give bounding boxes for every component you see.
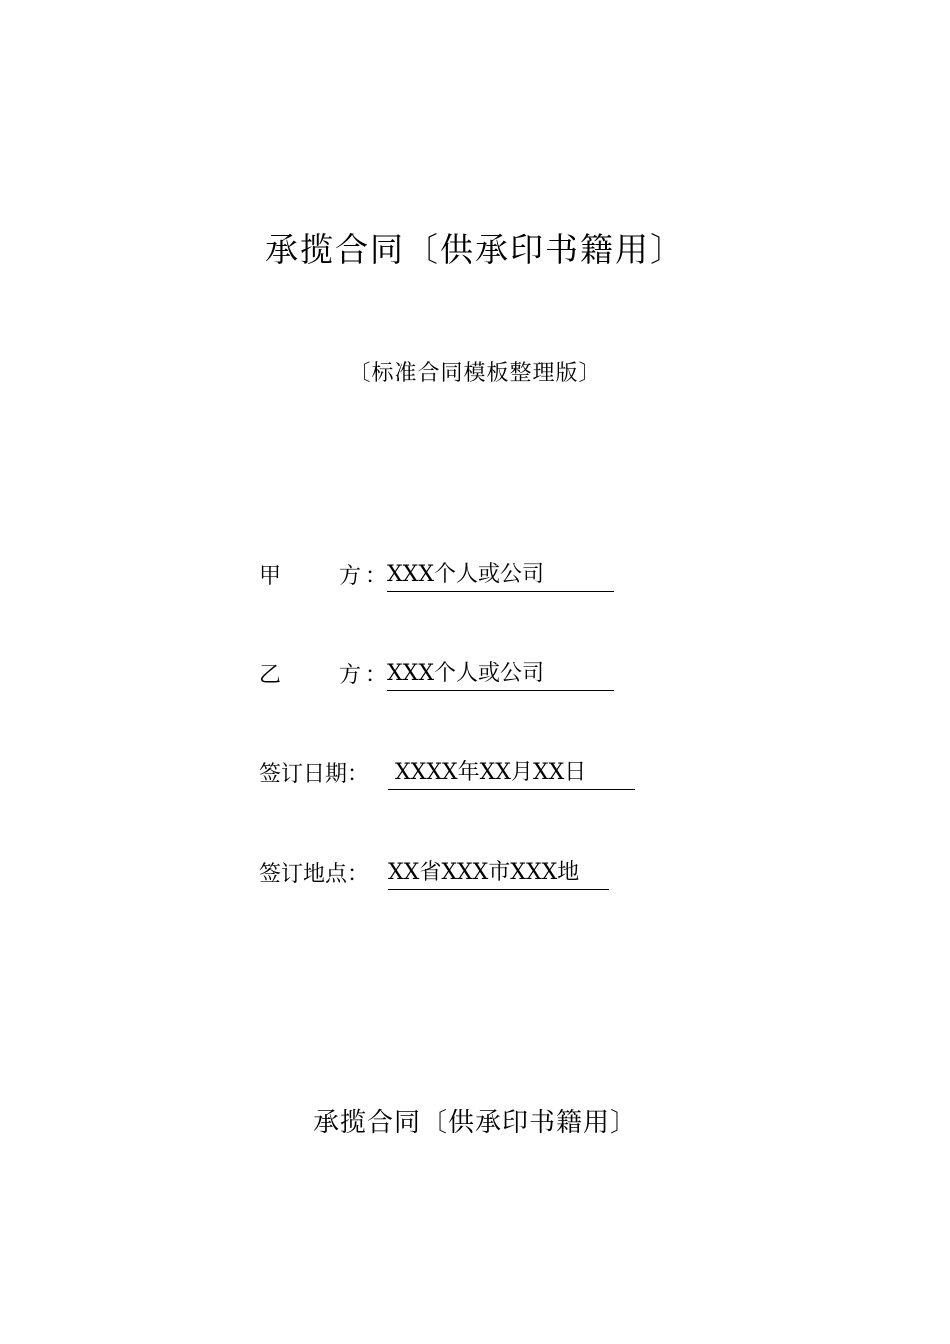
party-b-value: XXX个人或公司 xyxy=(387,659,614,691)
party-a-label-char2: 方 xyxy=(339,564,362,589)
party-a-label-char1: 甲 xyxy=(259,564,282,589)
sign-date-label: 签订日期： xyxy=(259,762,370,787)
party-a-label-colon: ： xyxy=(365,564,388,589)
sign-date-value: XXXX年XX月XX日 xyxy=(388,758,635,790)
party-b-label-char1: 乙 xyxy=(259,663,282,688)
party-b-label-char2: 方 xyxy=(339,663,362,688)
cover-title: 承揽合同〔供承印书籍用〕 xyxy=(265,230,685,269)
party-b-field xyxy=(259,659,614,693)
sign-place-field xyxy=(259,858,609,892)
sign-place-label: 签订地点： xyxy=(259,862,370,887)
party-b-label-colon: ： xyxy=(365,663,388,688)
party-a-value: XXX个人或公司 xyxy=(387,560,614,592)
sign-date-field xyxy=(259,758,635,792)
body-title: 承揽合同〔供承印书籍用〕 xyxy=(312,1108,637,1138)
sign-place-value: XX省XXX市XXX地 xyxy=(388,858,609,890)
cover-subtitle: 〔标准合同模板整理版〕 xyxy=(348,361,602,386)
party-a-field xyxy=(259,560,614,594)
